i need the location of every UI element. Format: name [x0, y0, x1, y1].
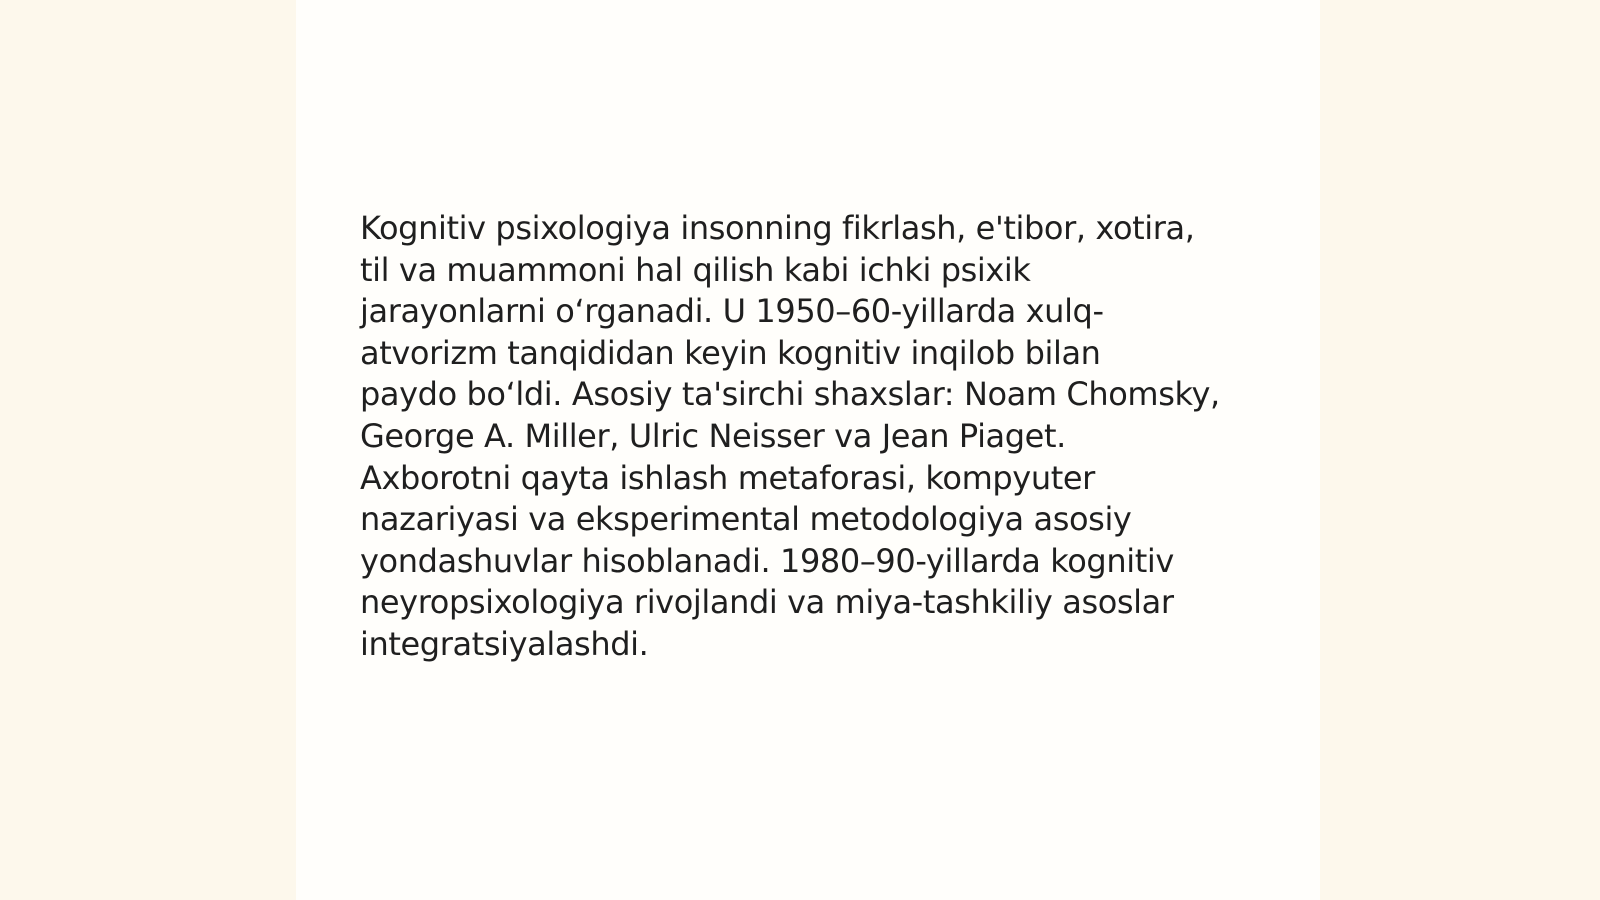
body-paragraph [360, 208, 1250, 666]
paragraph-line-7: Axborotni qayta ishlash metaforasi, kompyuter [360, 458, 1095, 497]
paragraph-line-9: yondashuvlar hisoblanadi. 1980–90-yillarda kognitiv [360, 541, 1174, 580]
paragraph-line-6: George A. Miller, Ulric Neisser va Jean Piaget. [360, 416, 1066, 455]
paragraph-line-8: nazariyasi va eksperimental metodologiya asosiy [360, 500, 1132, 539]
paragraph-line-10: neyropsixologiya rivojlandi va miya-tashkiliy asoslar [360, 583, 1174, 622]
paragraph-line-11: integratsiyalashdi. [360, 624, 649, 663]
paragraph-line-1: Kognitiv psixologiya insonning fikrlash, e'tibor, xotira, [360, 209, 1195, 247]
paragraph-line-2: til va muammoni hal qilish kabi ichki psixik [360, 250, 1031, 289]
paragraph-line-4: atvorizm tanqididan keyin kognitiv inqilob bilan [360, 333, 1101, 372]
paragraph-line-3: jarayonlarni o‘rganadi. U 1950–60-yillarda xulq- [360, 292, 1104, 331]
paragraph-line-5: paydo bo‘ldi. Asosiy ta'sirchi shaxslar: Noam Chomsky, [360, 375, 1220, 414]
document-page [296, 0, 1320, 900]
